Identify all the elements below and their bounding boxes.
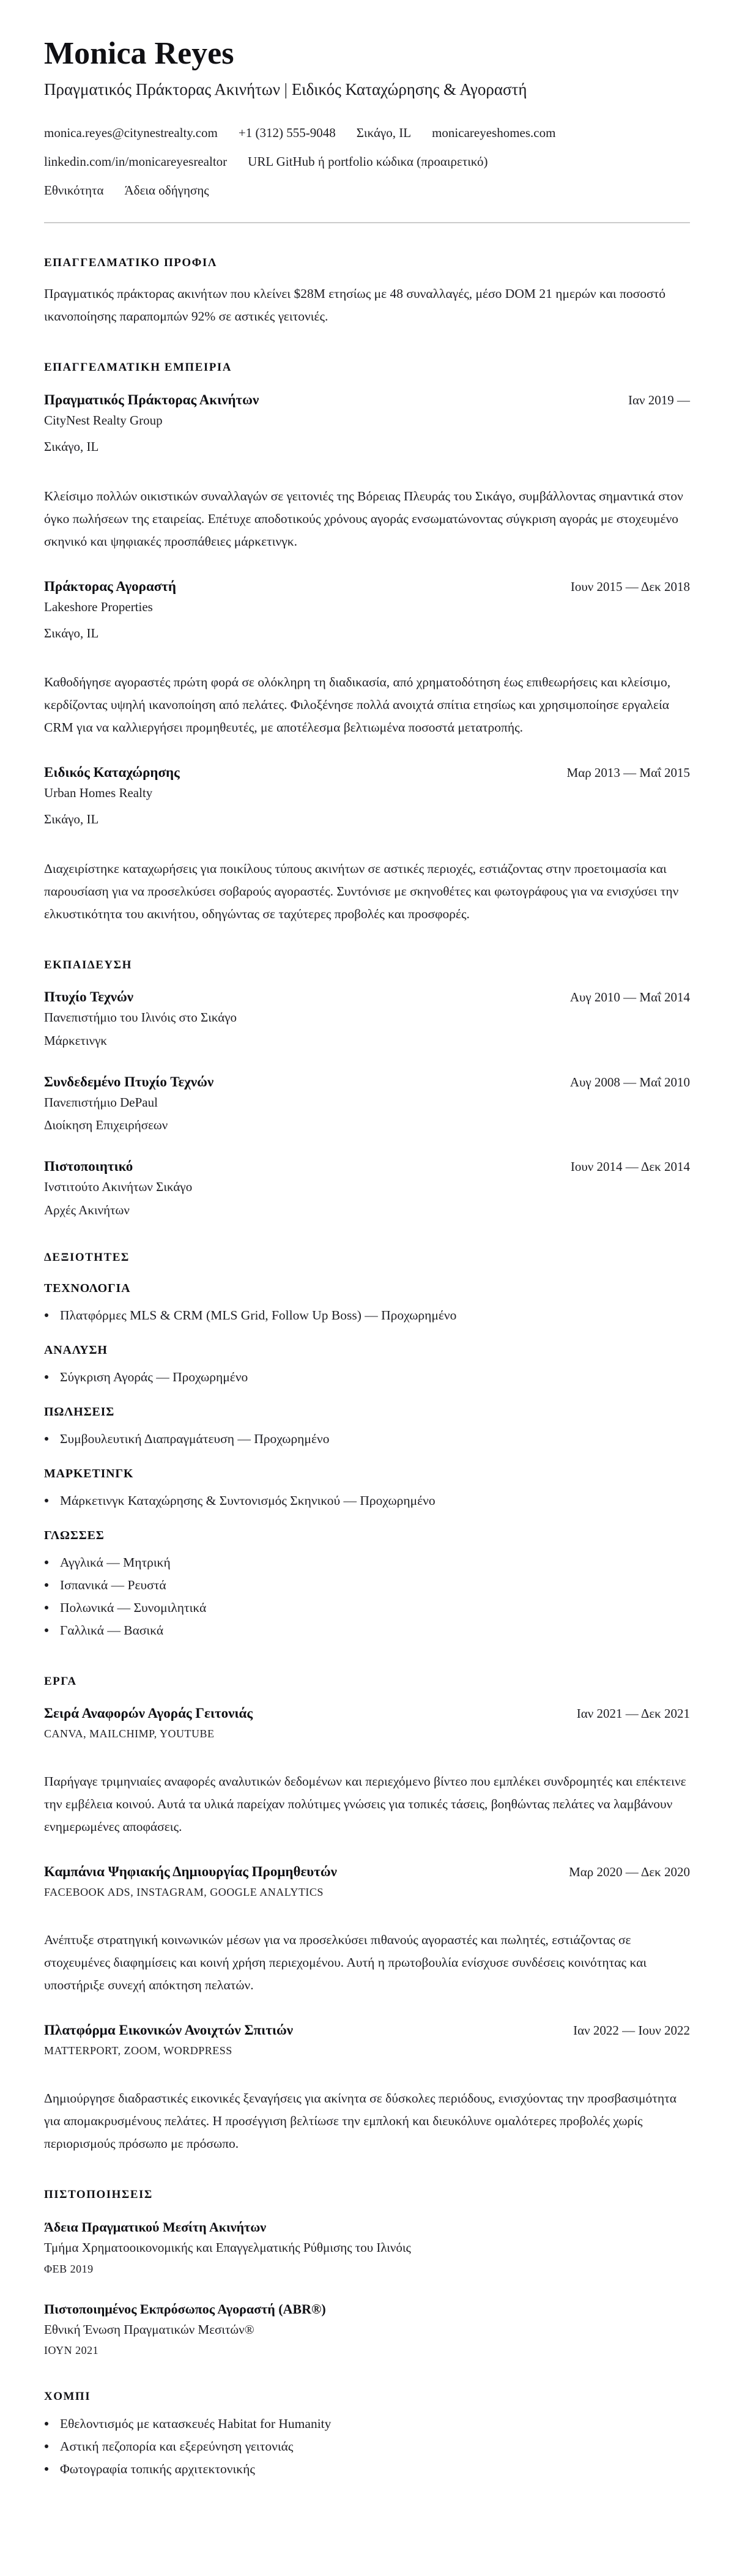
skill-category-languages: ΓΛΩΣΣΕΣ [44, 1528, 105, 1542]
project-dates: Ιαν 2021 — Δεκ 2021 [576, 1706, 690, 1721]
skill-item [44, 1366, 690, 1389]
job-dates: Μαρ 2013 — Μαΐ 2015 [566, 765, 690, 781]
job-header [44, 392, 690, 408]
bullet-dot-icon [45, 1606, 48, 1609]
language-item-text: Γαλλικά — Βασικά [60, 1622, 164, 1638]
bullet-dot-icon [45, 1561, 48, 1564]
degree-dates: Αυγ 2008 — Μαΐ 2010 [569, 1074, 690, 1089]
project-entry [44, 2022, 690, 2155]
skill-list [44, 1366, 690, 1389]
hobby-item [44, 2458, 690, 2481]
bullet-dot-icon [45, 2422, 48, 2426]
job-company: CityNest Realty Group [44, 413, 163, 428]
project-description: Ανέπτυξε στρατηγική κοινωνικών μέσων για να προσελκύσει πιθανούς αγοραστές και πωλητές, εστιάζοντας σε στοχευμένες διαφημίσεις και κοινή χρήση περιεχομένου. Αυτή η πρωτοβουλία ενίσχυσε συνδέσεις κοινότητας και υποστήριξε συνεχή απόκτηση πελατών. [44, 1932, 647, 1993]
language-item [44, 1597, 690, 1619]
skill-list [44, 1304, 690, 1327]
language-list [44, 1551, 690, 1642]
job-location: Σικάγο, IL [44, 812, 99, 827]
degree-header [44, 989, 690, 1005]
job-company: Urban Homes Realty [44, 785, 153, 801]
section-heading-skills: ΔΕΞΙΟΤΗΤΕΣ [44, 1250, 130, 1264]
bullet-dot-icon [45, 1437, 48, 1441]
header-divider [44, 222, 690, 223]
linkedin-text: linkedin.com/in/monicareyesrealtor [44, 154, 228, 169]
job-title: Ειδικός Καταχώρησης [44, 765, 180, 781]
project-tech: FACEBOOK ADS, INSTAGRAM, GOOGLE ANALYTICS [44, 1886, 324, 1899]
degree-header [44, 1074, 690, 1090]
hobby-item [44, 2435, 690, 2458]
project-dates: Μαρ 2020 — Δεκ 2020 [569, 1865, 690, 1880]
profile-summary: Πραγματικός πράκτορας ακινήτων που κλείνει $28M ετησίως με 48 συναλλαγές, μέσο DOM 21 ημερών και ποσοστό ικανοποίησης παραπομπών 92% σε αστικές γειτονιές. [44, 286, 665, 324]
job-location: Σικάγο, IL [44, 625, 99, 640]
job-description: Κλείσιμο πολλών οικιστικών συναλλαγών σε γειτονιές της Βόρειας Πλευράς του Σικάγο, συμβάλλοντας σημαντικά στον όγκο πωλήσεων της εταιρείας. Επέτυχε αποδοτικούς χρόνους αγοράς ενσωματώνοντας σύγκριση αγοράς με στοχευμένο σκηνικό και ψηφιακές προσπάθειες μάρκετινγκ. [44, 488, 683, 549]
degree-header [44, 1159, 690, 1175]
contact-row-1 [44, 125, 690, 141]
project-description: Δημιούργησε διαδραστικές εικονικές ξεναγήσεις για ακίνητα σε δύσκολες περιόδους, ενισχύοντας την προσβασιμότητα για απομακρυσμένους πελάτες. Η προσέγγιση βελτίωσε την εμπλοκή και διευκόλυνε ομαλότερες προβολές χωρίς περιορισμούς πρόσωπο με πρόσωπο. [44, 2091, 677, 2151]
website-text: monicareyeshomes.com [432, 125, 556, 140]
degree-dates: Αυγ 2010 — Μαΐ 2014 [569, 990, 690, 1005]
bullet-dot-icon [45, 1499, 48, 1502]
degree-school: Ινστιτούτο Ακινήτων Σικάγο [44, 1179, 193, 1195]
skill-item [44, 1428, 690, 1450]
degree-title: Πτυχίο Τεχνών [44, 989, 134, 1005]
contact-row-3 [44, 182, 690, 198]
education-entry [44, 989, 690, 1049]
bullet-dot-icon [45, 1375, 48, 1379]
project-dates: Ιαν 2022 — Ιουν 2022 [573, 2023, 690, 2038]
job-title: Πράκτορας Αγοραστή [44, 578, 176, 594]
cert-title: Πιστοποιημένος Εκπρόσωπος Αγοραστή (ABR®) [44, 2301, 326, 2317]
degree-title: Συνδεδεμένο Πτυχίο Τεχνών [44, 1074, 214, 1089]
project-entry [44, 1706, 690, 1838]
hobby-item-text: Αστική πεζοπορία και εξερεύνηση γειτονιάς [60, 2438, 294, 2454]
skill-item-text: Σύγκριση Αγοράς — Προχωρημένο [60, 1369, 248, 1384]
cert-date: ΦΕΒ 2019 [44, 2262, 94, 2275]
language-item-text: Αγγλικά — Μητρική [60, 1554, 171, 1570]
education-entry [44, 1159, 690, 1218]
project-header [44, 1864, 690, 1880]
project-entry [44, 1864, 690, 1997]
hobby-item-text: Φωτογραφία τοπικής αρχιτεκτονικής [60, 2461, 255, 2476]
hobby-list [44, 2413, 690, 2481]
language-item [44, 1551, 690, 1574]
job-header [44, 579, 690, 595]
location-text: Σικάγο, IL [356, 125, 412, 140]
skill-list [44, 1428, 690, 1450]
job-title: Πραγματικός Πράκτορας Ακινήτων [44, 392, 259, 408]
project-header [44, 2022, 690, 2038]
skill-category-technology: ΤΕΧΝΟΛΟΓΙΑ [44, 1281, 131, 1295]
experience-entry [44, 765, 690, 926]
degree-dates: Ιουν 2014 — Δεκ 2014 [570, 1159, 690, 1175]
bullet-dot-icon [45, 2467, 48, 2471]
skill-category-marketing: ΜΑΡΚΕΤΙΝΓΚ [44, 1466, 134, 1480]
education-entry [44, 1074, 690, 1134]
bullet-dot-icon [45, 1628, 48, 1632]
bullet-dot-icon [45, 1583, 48, 1587]
job-header [44, 765, 690, 781]
project-title: Καμπάνια Ψηφιακής Δημιουργίας Προμηθευτών [44, 1864, 337, 1880]
project-title: Σειρά Αναφορών Αγοράς Γειτονιάς [44, 1706, 253, 1721]
cert-title: Άδεια Πραγματικού Μεσίτη Ακινήτων [44, 2219, 267, 2235]
skill-category-sales: ΠΩΛΗΣΕΙΣ [44, 1405, 115, 1419]
section-heading-profile: ΕΠΑΓΓΕΛΜΑΤΙΚΟ ΠΡΟΦΙΛ [44, 256, 217, 269]
bullet-dot-icon [45, 1313, 48, 1317]
degree-field: Διοίκηση Επιχειρήσεων [44, 1118, 168, 1133]
language-item [44, 1619, 690, 1642]
job-dates: Ιουν 2015 — Δεκ 2018 [570, 579, 690, 594]
drivers-license-label: Άδεια οδήγησης [124, 183, 209, 198]
experience-entry [44, 579, 690, 740]
degree-field: Μάρκετινγκ [44, 1033, 108, 1048]
job-location: Σικάγο, IL [44, 439, 99, 455]
cert-date: ΙΟΥΝ 2021 [44, 2344, 99, 2356]
job-description: Διαχειρίστηκε καταχωρήσεις για ποικίλους τύπους ακινήτων σε αστικές περιοχές, εστιάζοντας στην προετοιμασία και παρουσίαση για να προσελκύσει σοβαρούς αγοραστές. Συντόνισε με σκηνοθέτες και φωτογράφους για να ενισχύσει την ελκυστικότητα του ακινήτου, οδηγώντας σε ταχύτερες προβολές και προσφορές. [44, 861, 679, 921]
contact-row-2 [44, 154, 690, 169]
certification-entry [44, 2219, 690, 2275]
skill-item-text: Συμβουλευτική Διαπραγμάτευση — Προχωρημένο [60, 1431, 330, 1446]
phone-text: +1 (312) 555-9048 [238, 125, 336, 140]
project-tech: CANVA, MAILCHIMP, YOUTUBE [44, 1728, 215, 1740]
skill-item [44, 1490, 690, 1512]
project-header [44, 1706, 690, 1721]
degree-field: Αρχές Ακινήτων [44, 1202, 130, 1217]
hobby-item-text: Εθελοντισμός με κατασκευές Habitat for Humanity [60, 2416, 332, 2431]
hobby-item [44, 2413, 690, 2435]
section-heading-education: ΕΚΠΑΙΔΕΥΣΗ [44, 958, 132, 971]
job-dates: Ιαν 2019 — [628, 393, 690, 408]
nationality-label: Εθνικότητα [44, 183, 104, 198]
degree-school: Πανεπιστήμιο του Ιλινόις στο Σικάγο [44, 1010, 237, 1025]
cert-issuer: Εθνική Ένωση Πραγματικών Μεσιτών® [44, 2322, 254, 2337]
experience-entry [44, 392, 690, 553]
skill-item-text: Πλατφόρμες MLS & CRM (MLS Grid, Follow Up Boss) — Προχωρημένο [60, 1307, 457, 1323]
language-item-text: Ισπανικά — Ρευστά [60, 1577, 166, 1592]
page-title: Monica Reyes [44, 36, 234, 71]
project-description: Παρήγαγε τριμηνιαίες αναφορές αναλυτικών δεδομένων και περιεχόμενο βίντεο που εμπλέκει συνδρομητές και επέκτεινε την εμβέλεια κοινού. Αυτά τα υλικά παρείχαν πολύτιμες γνώσεις για τοπικές τάσεις, βοηθώντας πελάτες να λαμβάνουν ενημερωμένες αποφάσεις. [44, 1774, 686, 1835]
section-heading-projects: ΕΡΓΑ [44, 1674, 77, 1688]
degree-school: Πανεπιστήμιο DePaul [44, 1094, 158, 1110]
certification-entry [44, 2301, 690, 2357]
section-heading-experience: ΕΠΑΓΓΕΛΜΑΤΙΚΗ ΕΜΠΕΙΡΙΑ [44, 361, 232, 374]
skill-item-text: Μάρκετινγκ Καταχώρησης & Συντονισμός Σκηνικού — Προχωρημένο [60, 1493, 436, 1508]
portfolio-placeholder-text: URL GitHub ή portfolio κώδικα (προαιρετικό) [248, 154, 488, 169]
section-heading-hobbies: ΧΟΜΠΙ [44, 2389, 91, 2403]
project-tech: MATTERPORT, ZOOM, WORDPRESS [44, 2044, 232, 2057]
skill-item [44, 1304, 690, 1327]
skill-list [44, 1490, 690, 1512]
bullet-dot-icon [45, 2444, 48, 2448]
language-item-text: Πολωνικά — Συνομιλητικά [60, 1600, 207, 1615]
language-item [44, 1574, 690, 1597]
job-description: Καθοδήγησε αγοραστές πρώτη φορά σε ολόκληρη τη διαδικασία, από χρηματοδότηση έως επιθεωρήσεις και κλείσιμο, κερδίζοντας υψηλή ικανοποίηση από πελάτες. Φιλοξένησε πολλά ανοιχτά σπίτια ετησίως και χρησιμοποίησε εργαλεία CRM για να καλλιεργήσει προμηθευτές, με αποτέλεσμα βελτιωμένα ποσοστά μετατροπής. [44, 675, 671, 735]
cert-issuer: Τμήμα Χρηματοοικονομικής και Επαγγελματικής Ρύθμισης του Ιλινόις [44, 2240, 411, 2255]
job-company: Lakeshore Properties [44, 599, 153, 614]
project-title: Πλατφόρμα Εικονικών Ανοιχτών Σπιτιών [44, 2022, 294, 2038]
section-heading-certifications: ΠΙΣΤΟΠΟΙΗΣΕΙΣ [44, 2188, 153, 2202]
email-text: monica.reyes@citynestrealty.com [44, 125, 218, 140]
degree-title: Πιστοποιητικό [44, 1159, 133, 1175]
skill-category-analysis: ΑΝΑΛΥΣΗ [44, 1343, 108, 1357]
professional-title: Πραγματικός Πράκτορας Ακινήτων | Ειδικός Καταχώρησης & Αγοραστή [44, 80, 527, 98]
